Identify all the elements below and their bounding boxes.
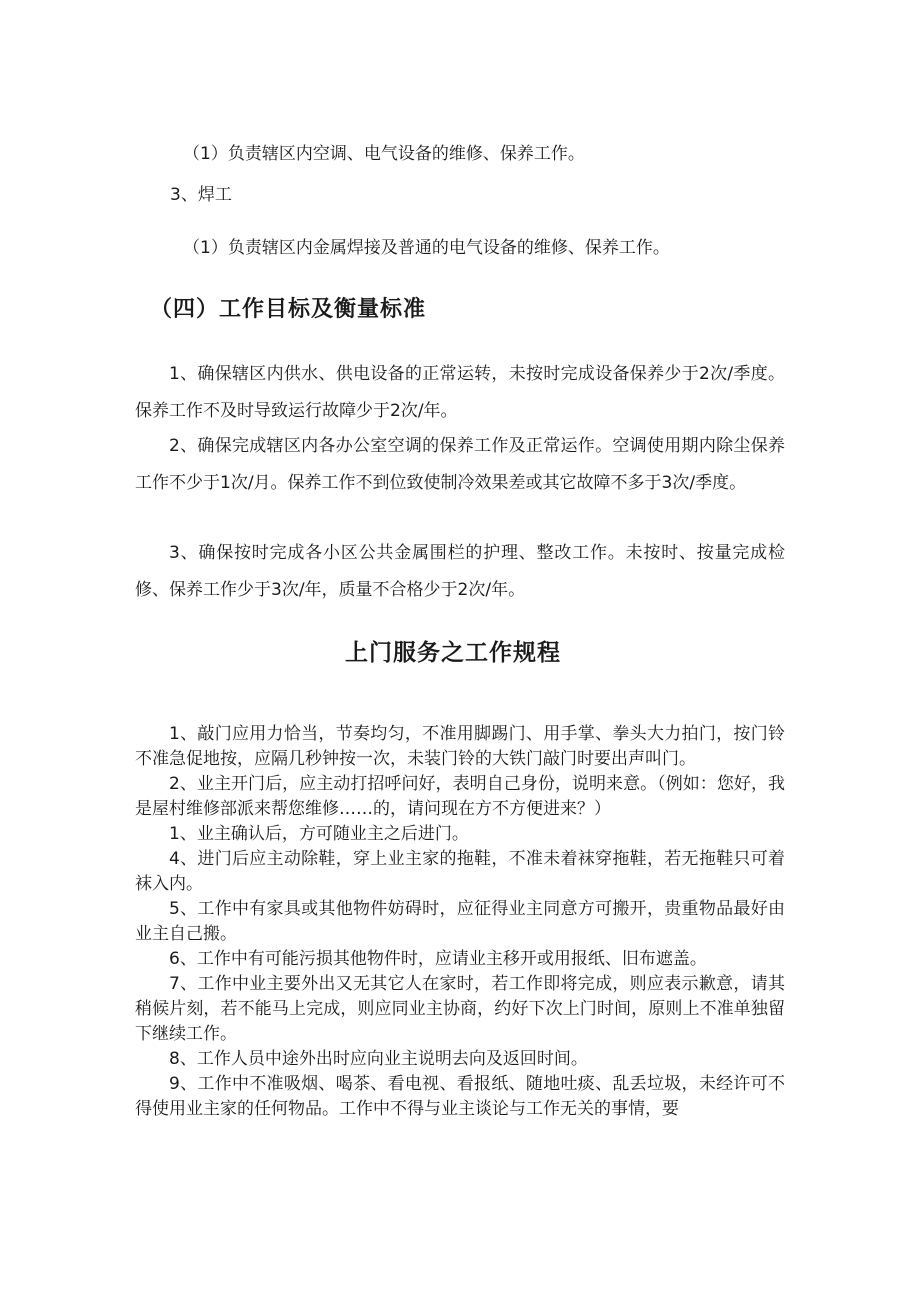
rule-item: 7、工作中业主要外出又无其它人在家时，若工作即将完成，则应表示歉意，请其稍候片刻，若不能马上完成，则应同业主协商，约好下次上门时间，原则上不准单独留下继续工作。: [135, 974, 785, 1044]
rule-item: 2、业主开门后，应主动打招呼问好，表明自己身份，说明来意。（例如：您好，我是屋村维修部派来帮您维修……的，请问现在方不方便进来？）: [135, 774, 785, 819]
rule-item: 4、进门后应主动除鞋，穿上业主家的拖鞋，不准未着袜穿拖鞋，若无拖鞋只可着袜入内。: [135, 849, 785, 894]
rule-item: 8、工作人员中途外出时应向业主说明去向及返回时间。: [169, 1049, 588, 1069]
welder-heading: 3、焊工: [170, 185, 232, 205]
page-title: 上门服务之工作规程: [345, 640, 561, 666]
rule-item: 1、敲门应用力恰当，节奏均匀，不准用脚踢门、用手掌、拳头大力拍门，按门铃不准急促地按，应隔几秒钟按一次，未装门铃的大铁门敲门时要出声叫门。: [135, 724, 785, 769]
rule-item: 5、工作中有家具或其他物件妨碍时，应征得业主同意方可搬开，贵重物品最好由业主自己搬。: [135, 899, 785, 944]
goal-item: 3、确保按时完成各小区公共金属围栏的护理、整改工作。未按时、按量完成检修、保养工作少于3次/年，质量不合格少于2次/年。: [135, 543, 785, 600]
rule-item: 6、工作中有可能污损其他物件时，应请业主移开或用报纸、旧布遮盖。: [169, 949, 707, 969]
goal-item: 2、确保完成辖区内各办公室空调的保养工作及正常运作。空调使用期内除尘保养工作不少于1次/月。保养工作不到位致使制冷效果差或其它故障不多于3次/季度。: [135, 436, 785, 493]
hvac-duty-item: （1）负责辖区内空调、电气设备的维修、保养工作。: [183, 144, 585, 164]
section-heading-work-goals: （四）工作目标及衡量标准: [150, 297, 427, 322]
rule-item: 9、工作中不准吸烟、喝茶、看电视、看报纸、随地吐痰、乱丢垃圾，未经许可不得使用业主家的任何物品。工作中不得与业主谈论与工作无关的事情，要: [135, 1074, 785, 1119]
welder-duty-item: （1）负责辖区内金属焊接及普通的电气设备的维修、保养工作。: [183, 238, 670, 258]
rule-item: 1、业主确认后，方可随业主之后进门。: [169, 824, 469, 844]
goal-item: 1、确保辖区内供水、供电设备的正常运转，未按时完成设备保养少于2次/季度。保养工作不及时导致运行故障少于2次/年。: [135, 364, 785, 421]
